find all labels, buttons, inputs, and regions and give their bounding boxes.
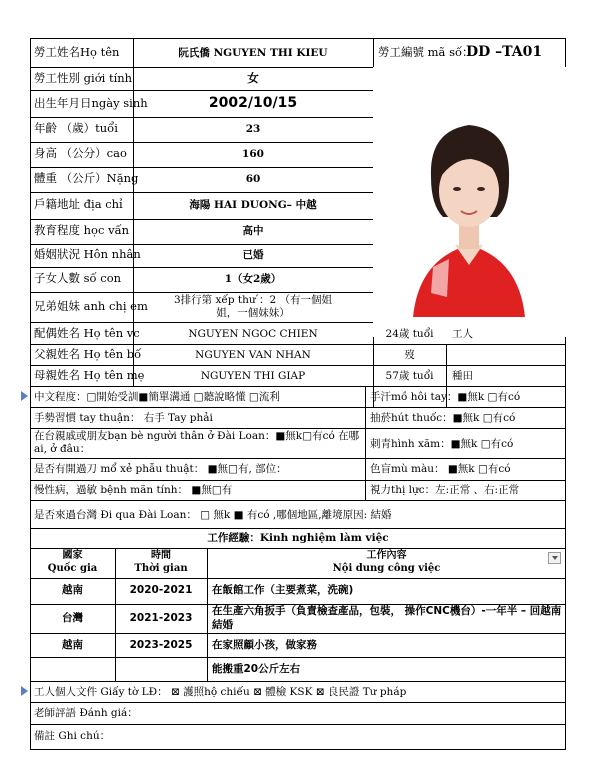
been-to-taiwan: 是否來過台灣 Đi qua Đài Loan： □ 無k ■ 有có ,哪個地區,離境原因: 結婚: [34, 509, 392, 521]
teacher-comment: 老師評語 Đánh giá：: [34, 707, 138, 719]
marital-label: 婚姻狀況 Hôn nhân: [34, 247, 141, 261]
children-value: 1（女2歲）: [224, 273, 282, 285]
col-content-vn: Nội dung công việc: [332, 563, 441, 574]
surgery: 是否有開過刀 mổ xẻ phẫu thuật： ■無□有, 部位：: [34, 463, 287, 475]
mother-label: 母親姓名 Họ tên mẹ: [34, 368, 145, 382]
weight-label: 體重 （公斤）Nặng: [34, 171, 139, 185]
work-row-country: 台灣: [62, 612, 83, 624]
handedness: 手勢習慣 tay thuận： 右手 Tay phải: [34, 412, 213, 424]
table-border-top: [30, 38, 566, 39]
col-content: 工作內容: [366, 550, 407, 561]
spouse-name: NGUYEN NGOC CHIEN: [188, 328, 318, 340]
color-blindness: 色盲mù màu： ■無k □有có: [370, 463, 511, 475]
father-age: 歿: [404, 349, 415, 361]
worker-id: DD –TA01: [466, 44, 543, 60]
worker-photo: [373, 67, 566, 337]
work-row-country: 越南: [62, 584, 83, 596]
col-period: 時間: [151, 550, 171, 561]
work-row-content: 在家照顧小孩，做家務: [212, 639, 317, 651]
address-label: 戶籍地址 địa chỉ: [34, 197, 123, 211]
gender-value: 女: [247, 71, 259, 85]
note: 備註 Ghi chú：: [34, 730, 111, 742]
siblings-label: 兄弟姐妹 anh chị em: [34, 299, 148, 313]
siblings-value: 3排行第 xếp thư ́：2 （有一個姐姐，一個妹妹）: [173, 294, 333, 320]
dropdown-arrow-icon[interactable]: [548, 552, 561, 564]
children-label: 子女人數 số con: [34, 271, 122, 285]
father-label: 父親姓名 Họ tên bố: [34, 347, 142, 361]
tattoo: 刺青hình xăm：■無k □有có: [370, 438, 514, 450]
weight-value: 60: [245, 173, 261, 185]
age-label: 年齡 （歲）tuổi: [34, 121, 118, 135]
age-value: 23: [245, 123, 261, 135]
chinese-level: 中文程度：□開始受訓■簡單溝通 □聽說略懂 □流利: [34, 391, 280, 403]
sweaty-hands: 手汗mồ hôi tay：■無k □有có: [370, 391, 521, 403]
vision: 視力thị lực：左:正常 、右:正常: [370, 484, 520, 496]
portrait-image: [373, 67, 566, 337]
mother-job: 種田: [452, 370, 473, 382]
worker-profile-form: [30, 38, 566, 750]
work-row-period: 2023-2025: [129, 639, 193, 651]
table-border-bottom: [30, 749, 566, 750]
mother-age: 57歲 tuổi: [385, 370, 434, 382]
address-value: 海陽 HAI DUONG– 中越: [189, 199, 317, 211]
work-row-period: 2021-2023: [129, 612, 193, 624]
paragraph-marker-icon: [21, 391, 28, 401]
paragraph-marker-icon: [21, 686, 28, 696]
gender-label: 勞工性別 giới tính: [34, 71, 133, 85]
worker-id-label: 勞工編號 mã số：: [378, 45, 474, 59]
col-period-vn: Thời gian: [134, 563, 188, 574]
education-value: 高中: [242, 225, 264, 237]
name-label: 勞工姓名Họ tên: [34, 45, 120, 59]
work-row-country: 越南: [62, 639, 83, 651]
marital-value: 已婚: [242, 249, 264, 261]
birth-date: 2002/10/15: [208, 95, 298, 111]
work-row-content: 在生產六角扳手（負責檢查產品，包裝， 操作CNC機台）-一年半 – 回越南結婚: [212, 605, 562, 631]
work-row-content: 在飯館工作（主要煮菜，洗碗): [212, 584, 354, 596]
spouse-label: 配偶姓名 Họ tên vc: [34, 326, 140, 340]
spouse-job: 工人: [452, 328, 473, 340]
smoking: 抽菸hút thuốc：■無k □有có: [370, 412, 516, 424]
relatives-in-taiwan: 在台親戚或朋友bạn bè người thân ở Đài Loan：■無k□有có 在哪 ai, ở đâu：: [34, 430, 360, 455]
work-experience-title: 工作經驗：Kinh nghiệm làm việc: [207, 532, 389, 544]
birth-label: 出生年月日ngày sinh: [34, 96, 148, 110]
col-country: 國家: [62, 550, 83, 561]
height-label: 身高 （公分）cao: [34, 146, 127, 160]
height-value: 160: [242, 148, 264, 160]
father-name: NGUYEN VAN NHAN: [195, 349, 311, 361]
chronic-disease: 慢性病，過敏 bệnh mãn tính： ■無□有: [34, 484, 233, 496]
worker-name: 阮氏僑 NGUYEN THI KIEU: [178, 47, 328, 59]
col-country-vn: Quốc gia: [47, 563, 98, 574]
personal-documents: 工人個人文件 Giấy tờ LĐ： ⊠ 護照hộ chiếu ⊠ 體檢 KSK ⊠ 良民證 Tư pháp: [34, 686, 407, 698]
spouse-age: 24歲 tuổi: [385, 328, 434, 340]
mother-name: NGUYEN THI GIAP: [200, 370, 306, 382]
work-row-content: 能搬重20公斤左右: [212, 663, 301, 675]
education-label: 教育程度 học vấn: [34, 223, 130, 237]
work-row-period: 2020-2021: [129, 584, 193, 596]
